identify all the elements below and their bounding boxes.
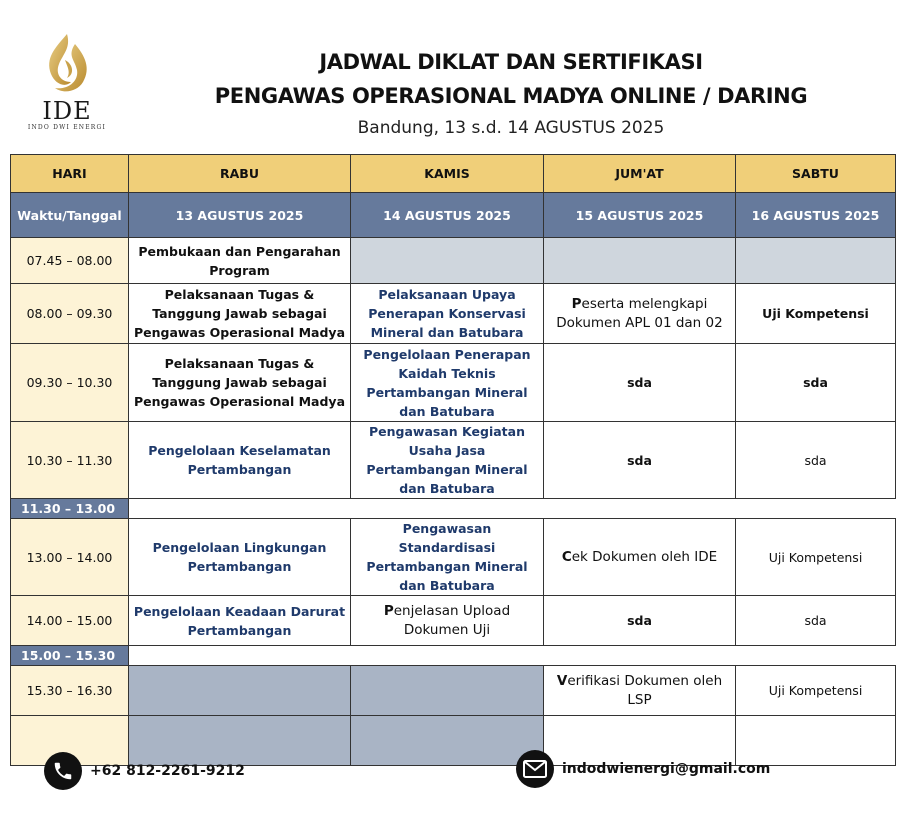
empty-cell	[351, 238, 544, 284]
table-row	[11, 666, 896, 716]
session-cell: Pengawasan Kegiatan Usaha Jasa Pertambangan Mineral dan Batubara	[351, 422, 544, 499]
session-cell: sda	[544, 344, 736, 422]
session-cell: Pengelolaan Keadaan Darurat Pertambangan	[129, 596, 351, 646]
day-header-row	[11, 155, 896, 193]
break-spacer	[129, 646, 896, 666]
session-cell: Pengawasan Standardisasi Pertambangan Mineral dan Batubara	[351, 519, 544, 596]
time-label: Waktu/Tanggal	[11, 193, 129, 238]
session-cell: Uji Kompetensi	[736, 519, 896, 596]
date-header: 13 AGUSTUS 2025	[129, 193, 351, 238]
time-cell: 13.00 – 14.00	[11, 519, 129, 596]
phone-icon	[44, 752, 82, 790]
table-row	[11, 238, 896, 284]
session-cell: Uji Kompetensi	[736, 284, 896, 344]
time-cell: 09.30 – 10.30	[11, 344, 129, 422]
session-cell: Pengelolaan Lingkungan Pertambangan	[129, 519, 351, 596]
email-address[interactable]: indodwienergi@gmail.com	[562, 761, 771, 777]
table-row	[11, 284, 896, 344]
day-header: KAMIS	[351, 155, 544, 193]
time-cell: 14.00 – 15.00	[11, 596, 129, 646]
envelope-icon	[516, 750, 554, 788]
day-header: RABU	[129, 155, 351, 193]
break-row	[11, 499, 896, 519]
session-cell: Pengelolaan Keselamatan Pertambangan	[129, 422, 351, 499]
session-cell: sda	[736, 422, 896, 499]
session-cell	[544, 666, 736, 716]
session-cell: Uji Kompetensi	[736, 666, 896, 716]
time-cell: 07.45 – 08.00	[11, 238, 129, 284]
session-cell: Pengelolaan Penerapan Kaidah Teknis Pertambangan Mineral dan Batubara	[351, 344, 544, 422]
table-row	[11, 596, 896, 646]
session-text: eserta melengkapi Dokumen APL 01 dan 02	[556, 295, 723, 331]
date-header: 14 AGUSTUS 2025	[351, 193, 544, 238]
logo-subtitle: INDO DWI ENERGI	[27, 124, 107, 131]
break-time: 11.30 – 13.00	[11, 499, 129, 519]
session-cell: sda	[544, 422, 736, 499]
schedule-table	[10, 154, 896, 766]
date-header: 15 AGUSTUS 2025	[544, 193, 736, 238]
session-cell: Pelaksanaan Upaya Penerapan Konservasi Mineral dan Batubara	[351, 284, 544, 344]
time-cell: 10.30 – 11.30	[11, 422, 129, 499]
break-row	[11, 646, 896, 666]
session-text: ek Dokumen oleh IDE	[571, 548, 718, 565]
session-cell: Pembukaan dan Pengarahan Program	[129, 238, 351, 284]
page-title-line2: PENGAWAS OPERASIONAL MADYA ONLINE / DARING	[214, 84, 808, 108]
session-cell	[351, 596, 544, 646]
break-time: 15.00 – 15.30	[11, 646, 129, 666]
session-cell	[544, 284, 736, 344]
empty-cell	[544, 238, 736, 284]
initial-letter: P	[571, 295, 582, 312]
logo-name: IDE	[42, 97, 92, 125]
table-row	[11, 344, 896, 422]
empty-cell	[736, 238, 896, 284]
break-spacer	[129, 499, 896, 519]
page-title-line1: JADWAL DIKLAT DAN SERTIFIKASI	[319, 50, 703, 74]
phone-number[interactable]: +62 812-2261-9212	[90, 763, 245, 779]
table-row	[11, 519, 896, 596]
session-cell: sda	[544, 596, 736, 646]
initial-letter: P	[383, 602, 394, 619]
day-header: SABTU	[736, 155, 896, 193]
table-row	[11, 422, 896, 499]
empty-cell	[351, 716, 544, 766]
date-header: 16 AGUSTUS 2025	[736, 193, 896, 238]
session-cell	[544, 519, 736, 596]
session-cell: sda	[736, 344, 896, 422]
session-text: erifikasi Dokumen oleh LSP	[567, 672, 723, 708]
empty-cell	[129, 666, 351, 716]
day-header: JUM'AT	[544, 155, 736, 193]
session-text: enjelasan Upload Dokumen Uji	[393, 602, 511, 638]
time-cell: 08.00 – 09.30	[11, 284, 129, 344]
day-label: HARI	[11, 155, 129, 193]
page-subtitle: Bandung, 13 s.d. 14 AGUSTUS 2025	[357, 118, 665, 138]
initial-letter: V	[556, 672, 568, 689]
session-cell: Pelaksanaan Tugas & Tanggung Jawab sebagai Pengawas Operasional Madya	[129, 344, 351, 422]
initial-letter: C	[561, 548, 572, 565]
session-cell: sda	[736, 596, 896, 646]
session-cell: Pelaksanaan Tugas & Tanggung Jawab sebagai Pengawas Operasional Madya	[129, 284, 351, 344]
empty-cell	[351, 666, 544, 716]
email-contact	[516, 750, 770, 788]
time-cell: 15.30 – 16.30	[11, 666, 129, 716]
date-header-row	[11, 193, 896, 238]
phone-contact	[44, 752, 245, 790]
